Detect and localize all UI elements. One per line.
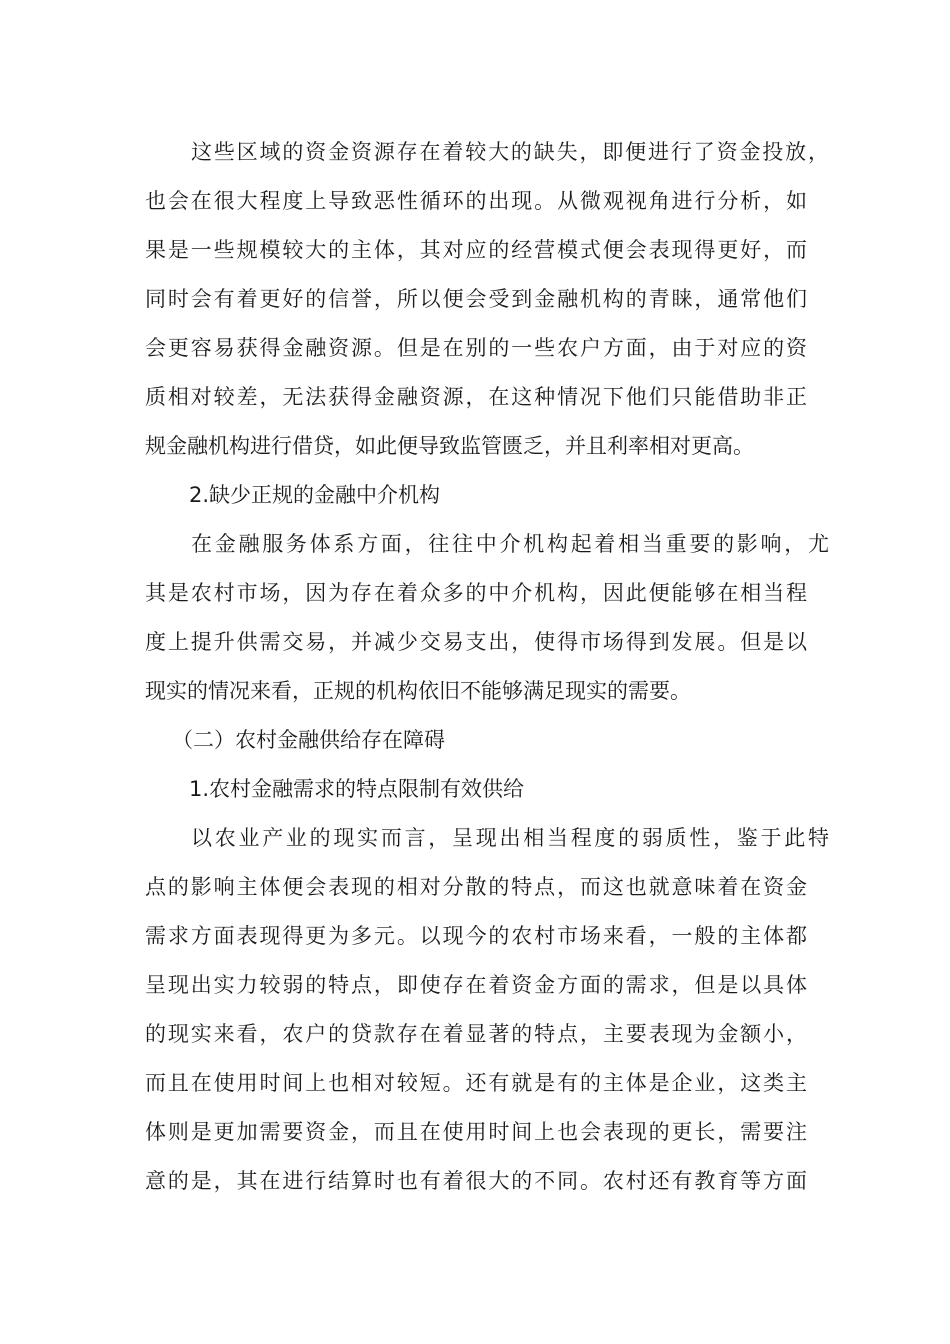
paragraph-line: 的现实来看，农户的贷款存在着显著的特点，主要表现为金额小， [145, 1022, 807, 1046]
paragraph-line: 意的是，其在进行结算时也有着很大的不同。农村还有教育等方面 [145, 1169, 807, 1193]
paragraph-line: 其是农村市场，因为存在着众多的中介机构，因此便能够在相当程 [145, 581, 807, 605]
paragraph-line: 点的影响主体便会表现的相对分散的特点，而这也就意味着在资金 [145, 875, 807, 899]
subsection-heading: 1.农村金融需求的特点限制有效供给 [189, 777, 525, 801]
section-heading: （二）农村金融供给存在障碍 [172, 728, 445, 752]
paragraph-line: 质相对较差，无法获得金融资源，在这种情况下他们只能借助非正 [145, 385, 807, 409]
paragraph-line: 度上提升供需交易，并减少交易支出，使得市场得到发展。但是以 [145, 630, 807, 654]
paragraph-line: 以农业产业的现实而言，呈现出相当程度的弱质性，鉴于此特 [191, 826, 829, 850]
paragraph-line: 也会在很大程度上导致恶性循环的出现。从微观视角进行分析，如 [145, 189, 807, 213]
paragraph-line: 现实的情况来看，正规的机构依旧不能够满足现实的需要。 [145, 679, 691, 703]
paragraph-line: 而且在使用时间上也相对较短。还有就是有的主体是企业，这类主 [145, 1071, 807, 1095]
paragraph-line: 同时会有着更好的信誉，所以便会受到金融机构的青睐，通常他们 [145, 287, 807, 311]
paragraph-line: 这些区域的资金资源存在着较大的缺失，即便进行了资金投放， [191, 140, 829, 164]
paragraph-line: 在金融服务体系方面，往往中介机构起着相当重要的影响，尤 [191, 532, 829, 556]
paragraph-line: 体则是更加需要资金，而且在使用时间上也会表现的更长，需要注 [145, 1120, 807, 1144]
paragraph-line: 需求方面表现得更为多元。以现今的农村市场来看，一般的主体都 [145, 924, 807, 948]
paragraph-line: 呈现出实力较弱的特点，即使存在着资金方面的需求，但是以具体 [145, 973, 807, 997]
paragraph-line: 会更容易获得金融资源。但是在别的一些农户方面，由于对应的资 [145, 336, 807, 360]
paragraph-line: 规金融机构进行借贷，如此便导致监管匮乏，并且利率相对更高。 [145, 434, 754, 458]
paragraph-line: 果是一些规模较大的主体，其对应的经营模式便会表现得更好，而 [145, 238, 807, 262]
section-heading: 2.缺少正规的金融中介机构 [189, 483, 441, 507]
